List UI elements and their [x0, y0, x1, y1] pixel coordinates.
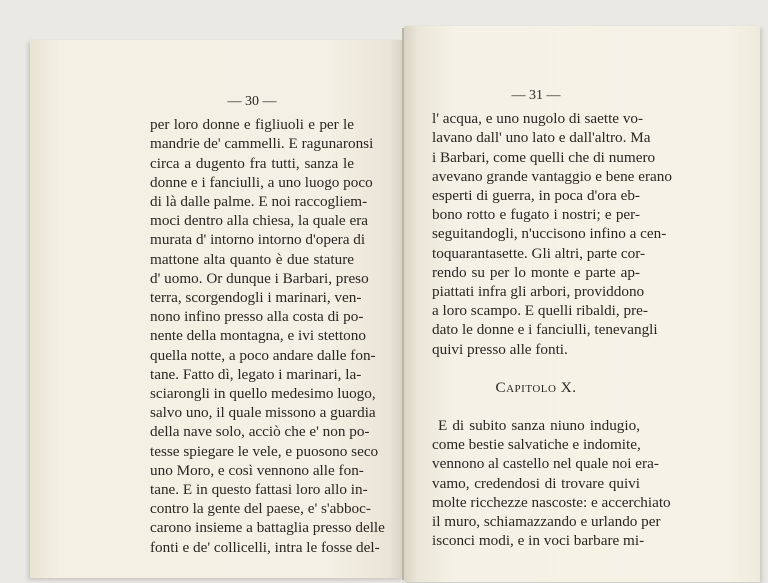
right-page-text	[432, 86, 672, 550]
text-line: rendo su per lo monte e parte ap-	[432, 263, 640, 281]
text-line: uno Moro, e così vennono alle fon-	[150, 461, 364, 479]
text-line: sciarongli in quello medesimo luogo,	[150, 385, 376, 403]
text-line: mattone alta quanto è due stature	[150, 250, 354, 268]
text-line: salvo uno, il quale missono a guardia	[150, 404, 376, 422]
text-line: circa a dugento fra tutti, sanza le	[150, 154, 354, 172]
text-line: l' acqua, e uno nugolo di saette vo-	[432, 110, 644, 128]
text-line: murata d' intorno intorno d'opera di	[150, 231, 366, 249]
text-line: come bestie salvatiche e indomite,	[432, 436, 641, 454]
text-line: quivi presso alle fonti.	[432, 340, 568, 358]
text-line: a loro scampo. E quelli ribaldi, pre-	[432, 302, 648, 320]
text-line: vamo, credendosi di trovare quivi	[432, 474, 640, 492]
text-line: tesse spiegare le vele, e puosono seco	[150, 442, 379, 460]
text-line: fonti e de' collicelli, intra le fosse del-	[150, 538, 380, 556]
text-line: della nave solo, acciò che e' non po-	[150, 423, 370, 441]
right-page	[404, 26, 760, 582]
text-line: E di subito sanza niuno indugio,	[438, 417, 640, 435]
text-line: esperti di guerra, in poca d'ora eb-	[432, 187, 640, 205]
text-line: tane. Fatto dì, legato i marinari, la-	[150, 365, 362, 383]
left-page-text	[150, 92, 385, 557]
text-line: avevano grande vantaggio e bene erano	[432, 167, 672, 185]
text-line: toquarantasette. Gli altri, parte cor-	[432, 244, 646, 262]
text-line: quella notte, a poco andare dalle fon-	[150, 346, 376, 364]
text-line: dato le donne e i fanciulli, tenevangli	[432, 321, 658, 339]
left-page-number: — 30 —	[227, 94, 277, 109]
text-line: i Barbari, come quelli che di numero	[432, 148, 656, 166]
text-line: nono infino presso alla costa di po-	[150, 308, 364, 326]
text-line: vennono al castello nel quale noi era-	[432, 455, 659, 473]
text-line: nente della montagna, e ivi stettono	[150, 327, 366, 345]
text-line: il muro, schiamazzando e urlando per	[432, 513, 661, 531]
right-page-number: — 31 —	[511, 88, 561, 103]
text-line: seguitandogli, n'uccisono infino a cen-	[432, 225, 667, 243]
left-page-lines	[150, 115, 385, 557]
text-line: bono rotto e fugato i nostri; e per-	[432, 206, 640, 224]
text-line: lavano dall' uno lato e dall'altro. Ma	[432, 129, 651, 147]
text-line: mandrie de' cammelli. E ragunaronsi	[150, 135, 374, 153]
left-page	[30, 40, 404, 578]
chapter-heading: Capitolo X.	[495, 378, 577, 396]
text-line: d' uomo. Or dunque i Barbari, preso	[150, 269, 369, 287]
text-line: isconci modi, e in voci barbare mi-	[432, 532, 645, 550]
text-line: terra, scorgendogli i marinari, ven-	[150, 289, 362, 307]
text-line: molte ricchezze nascoste: e accerchiato	[432, 493, 671, 511]
text-line: moci dentro alla chiesa, la quale era	[150, 212, 369, 230]
text-line: piattati infra gli arbori, providdono	[432, 283, 645, 301]
text-line: carono insieme a battaglia presso delle	[150, 519, 385, 537]
open-book	[18, 18, 750, 570]
text-line: tane. E in questo fattasi loro allo in-	[150, 481, 368, 499]
right-page-lines-after	[432, 416, 671, 550]
text-line: donne e i fanciulli, a uno luogo poco	[150, 173, 373, 191]
text-line: contro la gente del paese, e' s'abboc-	[150, 500, 371, 518]
right-page-lines-before	[432, 109, 672, 359]
text-line: di là dalle palme. E noi raccogliem-	[150, 193, 368, 211]
text-line: per loro donne e figliuoli e per le	[150, 116, 354, 134]
